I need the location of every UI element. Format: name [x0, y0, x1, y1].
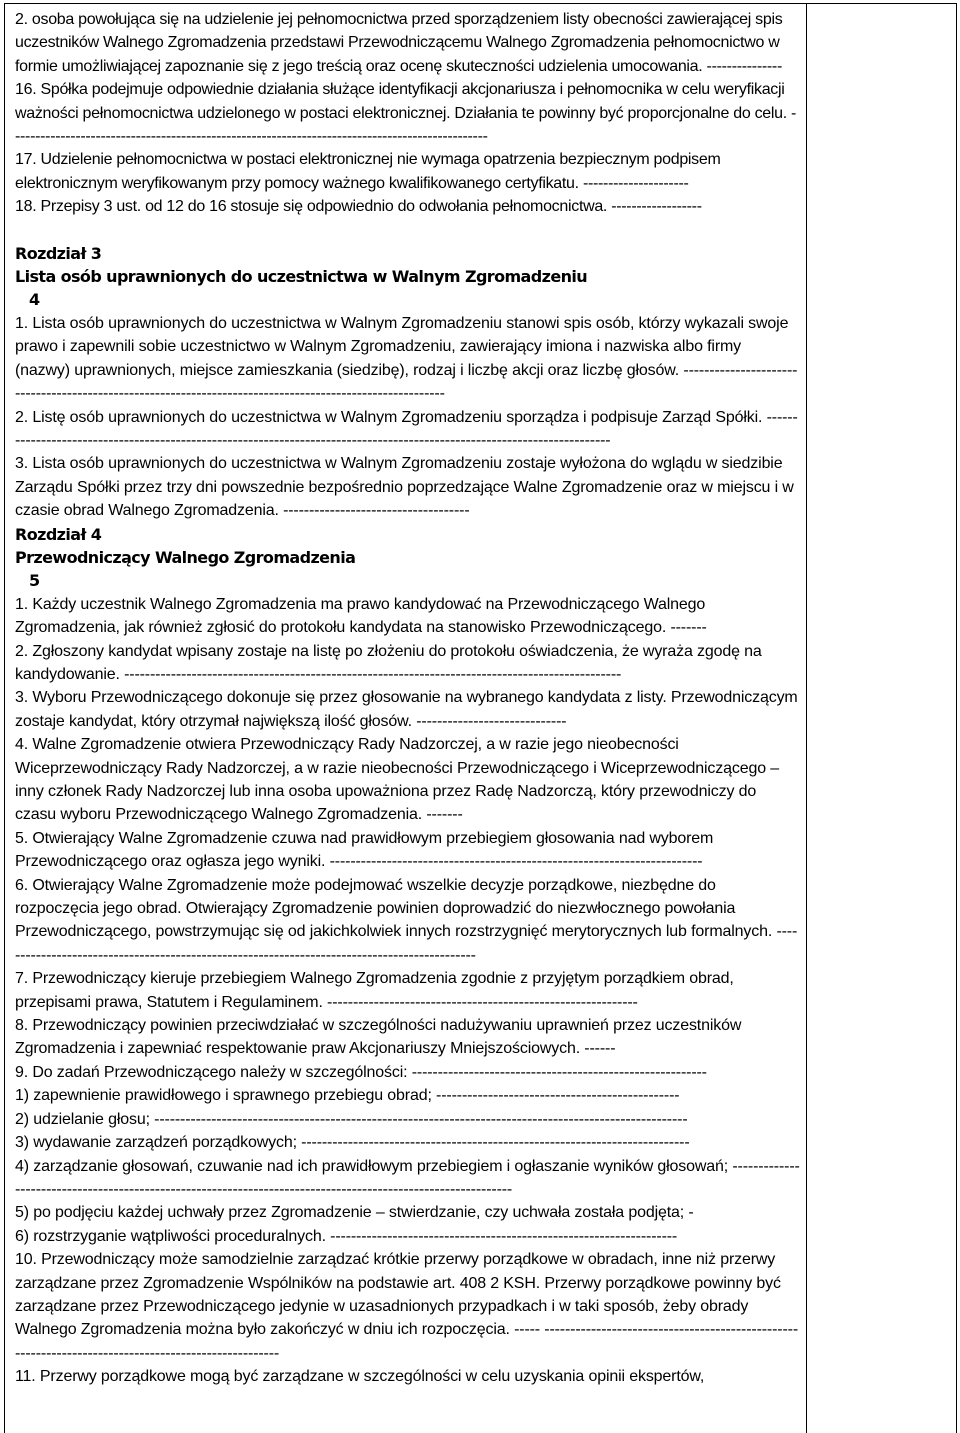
- list-item: 1) zapewnienie prawidłowego i sprawnego przebiegu obrad; -----------------------------------------------: [15, 1087, 680, 1105]
- chapter-4-title: Rozdział 4: [15, 524, 102, 544]
- column-divider: [806, 4, 807, 1433]
- list-item: 4) zarządzanie głosowań, czuwanie nad ich prawidłowym przebiegiem i ogłaszanie wyników głosowań; -------------------------------------------------------------------------------------------------------------: [15, 1157, 800, 1198]
- chapter-3-paragraph: 2. Listę osób uprawnionych do uczestnictwa w Walnym Zgromadzeniu sporządza i podpisuje Zarząd Spółki. -------------------------------------------------------------------------------------------------------------------------: [15, 408, 798, 449]
- chapter-4-subtitle: Przewodniczący Walnego Zgromadzenia: [15, 547, 356, 567]
- document-table: [4, 3, 957, 1433]
- chapter-3-title: Rozdział 3: [15, 243, 102, 263]
- document-body: [15, 8, 800, 1389]
- section-4-heading: [15, 288, 800, 311]
- chapter-4-paragraph: 6. Otwierający Walne Zgromadzenie może podejmować wszelkie decyzje porządkowe, niezbędne do rozpoczęcia jego obrad. Otwierający Zgromadzenie powinien doprowadzić do niezwłocznego powołania Przewodniczącego, powstrzymując się od jakichkolwiek innych rozstrzygnięć merytorycznych lub formalnych. ---------------------------------------------------------------------------------------------: [15, 876, 798, 964]
- section-number: 5: [29, 571, 41, 591]
- section-number: 4: [29, 290, 41, 310]
- chapter-4-paragraph: 10. Przewodniczący może samodzielnie zarządzać krótkie przerwy porządkowe w obradach, inne niż przerwy zarządzane przez Zgromadzenie Wspólników na podstawie art. 408 2 KSH. Przerwy porządkowe powinny być zarządzane przez Przewodniczącego jedynie w uzasadnionych przypadkach i w taki sposób, żeby obrady Walnego Zgromadzenia można było zakończyć w dniu ich rozpoczęcia. ----- ----------------------------------------------------------------------------------------------------: [15, 1251, 798, 1362]
- chapter-4-paragraph: 2. Zgłoszony kandydat wpisany zostaje na listę po złożeniu do protokołu oświadczenia, że wyraża zgodę na kandydowanie. ------------------------------------------------------------------------------------------------: [15, 642, 762, 683]
- chapter-4-paragraph: 11. Przerwy porządkowe mogą być zarządzane w szczególności w celu uzyskania opinii ekspertów,: [15, 1368, 705, 1386]
- blank-line: [15, 219, 800, 242]
- list-item: 6) rozstrzyganie wątpliwości proceduralnych. -------------------------------------------------------------------: [15, 1227, 678, 1245]
- chapter-4-paragraph: 7. Przewodniczący kieruje przebiegiem Walnego Zgromadzenia zgodnie z przyjętym porządkiem obrad, przepisami prawa, Statutem i Regulaminem. ------------------------------------------------------------: [15, 970, 734, 1011]
- list-item: 5) po podjęciu każdej uchwały przez Zgromadzenie – stwierdzanie, czy uchwała została podjęta; -: [15, 1204, 694, 1222]
- chapter-4-paragraph: 1. Każdy uczestnik Walnego Zgromadzenia ma prawo kandydować na Przewodniczącego Walnego Zgromadzenia, jak również zgłosić do protokołu kandydata na stanowisko Przewodniczącego. -------: [15, 595, 707, 637]
- chapter-4-paragraph: 5. Otwierający Walne Zgromadzenie czuwa nad prawidłowym przebiegiem głosowania nad wyborem Przewodniczącego oraz ogłasza jego wyniki. ------------------------------------------------------------------------: [15, 829, 714, 871]
- section-5-heading: [15, 569, 800, 592]
- chapter-4-paragraph: 9. Do zadań Przewodniczącego należy w szczególności: ---------------------------------------------------------: [15, 1063, 707, 1081]
- paragraph-2-proxy: 2. osoba powołująca się na udzielenie jej pełnomocnictwa przed sporządzeniem listy obecności zawierającej spis uczestników Walnego Zgromadzenia przedstawi Przewodniczącemu Walnego Zgromadzenia pełnomocnictwo w formie umożliwiającej zapoznanie się z jego treścią oraz ocenę skuteczności udzielenia umocowania. ---------------: [15, 11, 783, 75]
- chapter-4-paragraph: 8. Przewodniczący powinien przeciwdziałać w szczególności nadużywaniu uprawnień przez uczestników Zgromadzenia i zapewniać respektowanie praw Akcjonariuszy Mniejszościowych. ------: [15, 1017, 742, 1058]
- chapter-3-subtitle: Lista osób uprawnionych do uczestnictwa w Walnym Zgromadzeniu: [15, 267, 588, 287]
- table-right-border: [956, 4, 957, 1433]
- chapter-3-paragraph: 3. Lista osób uprawnionych do uczestnictwa w Walnym Zgromadzeniu zostaje wyłożona do wglądu w siedzibie Zarządu Spółki przez trzy dni powszednie bezpośrednio poprzedzające Walne Zgromadzenie oraz w miejscu i w czasie obrad Walnego Zgromadzenia. ------------------------------------: [15, 455, 794, 520]
- paragraph-18: 18. Przepisy 3 ust. od 12 do 16 stosuje się odpowiednio do odwołania pełnomocnictwa. ------------------: [15, 198, 702, 216]
- chapter-3-paragraph: 1. Lista osób uprawnionych do uczestnictwa w Walnym Zgromadzeniu stanowi spis osób, którzy wykazali swoje prawo i zapewnili sobie uczestnictwo w Walnym Zgromadzeniu, zawierający imiona i nazwiska albo firmy (nazwy) uprawnionych, miejsce zamieszkania (siedzibę), rodzaj i liczbę akcji oraz liczbę głosów. ---------------------------------------------------------------------------------------------------------: [15, 314, 798, 403]
- chapter-4-paragraph: 4. Walne Zgromadzenie otwiera Przewodniczący Rady Nadzorczej, a w razie jego nieobecności Wiceprzewodniczący Rady Nadzorczej, a w razie nieobecności Przewodniczącego i Wiceprzewodniczącego – inny członek Rady Nadzorczej lub inna osoba upoważniona przez Radę Nadzorczą, który przewodniczy do czasu wyboru Przewodniczącego Walnego Zgromadzenia. -------: [15, 736, 780, 824]
- paragraph-16: 16. Spółka podejmuje odpowiednie działania służące identyfikacji akcjonariusza i pełnomocnika w celu weryfikacji ważności pełnomocnictwa udzielonego w postaci elektronicznej. Działania te powinny być proporcjonalne do celu. -----------------------------------------------------------------------------------------------: [15, 81, 797, 146]
- list-item: 3) wydawanie zarządzeń porządkowych; ---------------------------------------------------------------------------: [15, 1134, 690, 1152]
- paragraph-17: 17. Udzielenie pełnomocnictwa w postaci elektronicznej nie wymaga opatrzenia bezpiecznym podpisem elektronicznym weryfikowanym przy pomocy ważnego kwalifikowanego certyfikatu. ---------------------: [15, 151, 721, 192]
- list-item: 2) udzielanie głosu; -------------------------------------------------------------------------------------------------------: [15, 1110, 688, 1128]
- chapter-4-paragraph: 3. Wyboru Przewodniczącego dokonuje się przez głosowanie na wybranego kandydata z listy. Przewodniczącym zostaje kandydat, który otrzymał największą ilość głosów. -----------------------------: [15, 689, 798, 730]
